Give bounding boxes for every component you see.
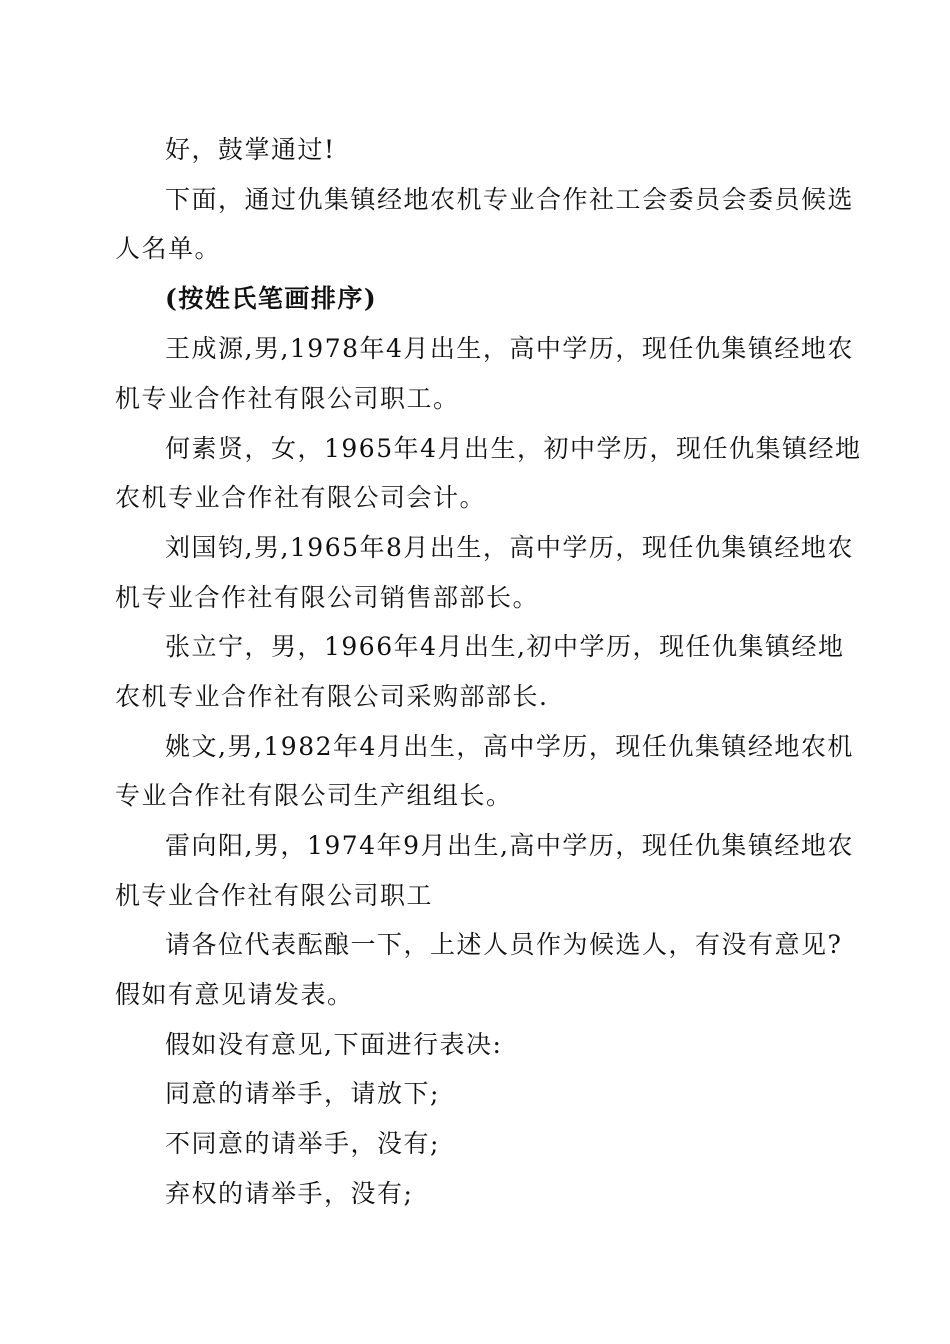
candidate-entry-cont: 机专业合作社有限公司职工。 [115,384,460,413]
opinion-request-line: 请各位代表酝酿一下，上述人员作为候选人，有没有意见? [165,930,843,959]
vote-agree-line: 同意的请举手，请放下; [165,1079,440,1108]
candidate-entry: 姚文,男,1982年4月出生，高中学历，现任仇集镇经地农机 [165,732,854,761]
candidate-entry-cont: 机专业合作社有限公司销售部部长。 [115,583,540,612]
candidate-entry-cont: 农机专业合作社有限公司采购部部长. [115,682,549,711]
vote-intro-line: 假如没有意见,下面进行表决: [165,1030,503,1059]
candidate-entry: 刘国钧,男,1965年8月出生，高中学历，现任仇集镇经地农 [165,533,854,562]
vote-disagree-line: 不同意的请举手，没有; [165,1129,440,1158]
candidate-entry: 雷向阳,男，1974年9月出生,高中学历，现任仇集镇经地农 [165,831,854,860]
candidate-entry: 何素贤，女，1965年4月出生，初中学历，现任仇集镇经地 [165,434,862,463]
candidate-intro-line: 下面，通过仇集镇经地农机专业合作社工会委员会委员候选 [165,185,855,214]
candidate-entry-cont: 农机专业合作社有限公司会计。 [115,483,487,512]
candidate-entry-cont: 专业合作社有限公司生产组组长。 [115,781,513,810]
candidate-entry-cont: 机专业合作社有限公司职工 [115,881,434,910]
applause-line: 好，鼓掌通过! [165,135,336,164]
candidate-entry: 张立宁，男，1966年4月出生,初中学历，现任仇集镇经地 [165,632,845,661]
ordering-note: (按姓氏笔画排序) [165,284,378,313]
candidate-intro-line-cont: 人名单。 [115,234,222,263]
candidate-entry: 王成源,男,1978年4月出生，高中学历，现任仇集镇经地农 [165,334,854,363]
opinion-request-line-cont: 假如有意见请发表。 [115,980,354,1009]
vote-abstain-line: 弃权的请举手，没有; [165,1179,414,1208]
